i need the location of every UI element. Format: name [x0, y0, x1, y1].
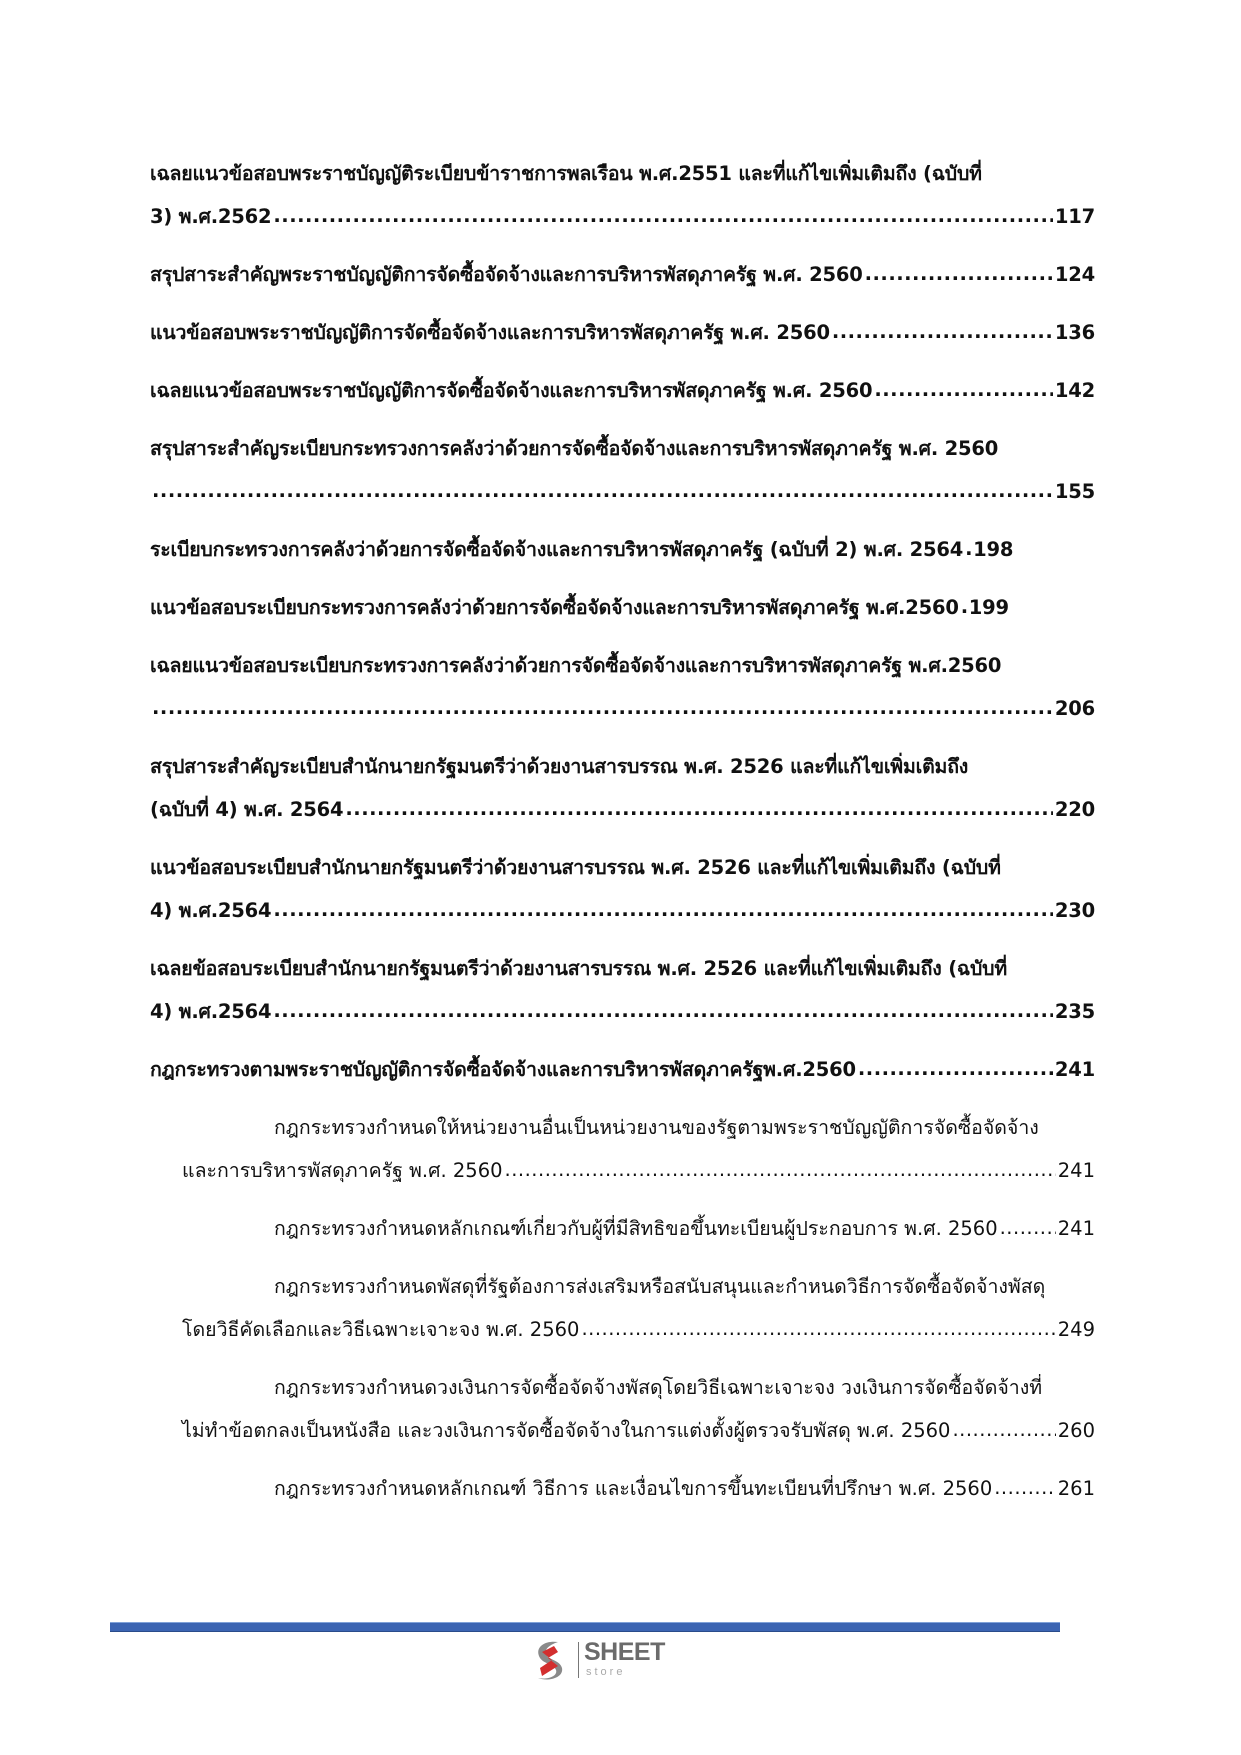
toc-entry-title: สรุปสาระสำคัญระเบียบสำนักนายกรัฐมนตรีว่าด้วยงานสารบรรณ พ.ศ. 2526 และที่แก้ไขเพิ่มเติมถึง	[150, 755, 969, 778]
toc-entry[interactable]	[150, 947, 1095, 1033]
dot-leader	[152, 686, 1053, 729]
toc-entry[interactable]	[150, 586, 1095, 629]
s-logo-icon	[528, 1638, 572, 1682]
dot-leader	[345, 787, 1053, 830]
toc-sub-entry-title: กฎกระทรวงกำหนดพัสดุที่รัฐต้องการส่งเสริมหรือสนับสนุนและกำหนดวิธีการจัดซื้อจัดจ้างพัสดุ	[274, 1275, 1046, 1298]
toc-entry-title: เฉลยแนวข้อสอบพระราชบัญญัติระเบียบข้าราชการพลเรือน พ.ศ.2551 และที่แก้ไขเพิ่มเติมถึง (ฉบับที่	[150, 162, 982, 185]
dot-leader	[832, 310, 1053, 353]
toc-entry-title-cont: 4) พ.ศ.2564	[150, 899, 272, 922]
toc-page-number: 220	[1054, 798, 1095, 821]
dot-leader	[952, 1408, 1055, 1451]
toc-page-number: 155	[1054, 480, 1095, 503]
toc-sub-entry-title: กฎกระทรวงกำหนดหลักเกณฑ์เกี่ยวกับผู้ที่มีสิทธิขอขึ้นทะเบียนผู้ประกอบการ พ.ศ. 2560	[274, 1217, 998, 1240]
toc-entry[interactable]	[150, 846, 1095, 932]
dot-leader	[152, 469, 1053, 512]
dot-leader	[273, 194, 1053, 237]
toc-sub-entry-title: กฎกระทรวงกำหนดวงเงินการจัดซื้อจัดจ้างพัสดุโดยวิธีเฉพาะเจาะจง วงเงินการจัดซื้อจัดจ้างที่	[274, 1376, 1043, 1399]
toc-page-number: 136	[1054, 321, 1095, 344]
toc-sub-entry-title-cont: และการบริหารพัสดุภาครัฐ พ.ศ. 2560	[182, 1159, 503, 1182]
toc-page-number: 117	[1054, 205, 1095, 228]
toc-entry-title: แนวข้อสอบพระราชบัญญัติการจัดซื้อจัดจ้างและการบริหารพัสดุภาครัฐ พ.ศ. 2560	[150, 321, 830, 344]
dot-leader	[961, 585, 967, 628]
dot-leader	[581, 1307, 1055, 1350]
toc-entry-title: เฉลยแนวข้อสอบระเบียบกระทรวงการคลังว่าด้วยการจัดซื้อจัดจ้างและการบริหารพัสดุภาครัฐ พ.ศ.2560	[150, 654, 1002, 677]
toc-entry[interactable]	[150, 253, 1095, 296]
footer-divider-bar	[110, 1622, 1060, 1632]
dot-leader	[874, 368, 1053, 411]
toc-entry[interactable]	[150, 427, 1095, 513]
toc-sub-entry[interactable]	[150, 1207, 1095, 1250]
toc-entry-title: เฉลยแนวข้อสอบพระราชบัญญัติการจัดซื้อจัดจ้างและการบริหารพัสดุภาครัฐ พ.ศ. 2560	[150, 379, 873, 402]
logo-divider	[578, 1642, 579, 1678]
brand-subtitle: store	[586, 1666, 626, 1678]
toc-page-number: 230	[1054, 899, 1095, 922]
dot-leader	[858, 1047, 1053, 1090]
toc-entry-title: เฉลยข้อสอบระเบียบสำนักนายกรัฐมนตรีว่าด้วยงานสารบรรณ พ.ศ. 2526 และที่แก้ไขเพิ่มเติมถึง (ฉบับที่	[150, 957, 1008, 980]
toc-entry[interactable]	[150, 745, 1095, 831]
toc-page-number: 241	[1057, 1159, 1095, 1182]
dot-leader	[994, 1466, 1056, 1509]
toc-entry-title: กฎกระทรวงตามพระราชบัญญัติการจัดซื้อจัดจ้างและการบริหารพัสดุภาครัฐพ.ศ.2560	[150, 1058, 856, 1081]
dot-leader	[865, 252, 1053, 295]
toc-entry-title: สรุปสาระสำคัญพระราชบัญญัติการจัดซื้อจัดจ้างและการบริหารพัสดุภาครัฐ พ.ศ. 2560	[150, 263, 863, 286]
toc-page-number: 235	[1054, 1000, 1095, 1023]
toc-entry[interactable]	[150, 528, 1095, 571]
toc-sub-entry-title: กฎกระทรวงกำหนดหลักเกณฑ์ วิธีการ และเงื่อนไขการขึ้นทะเบียนที่ปรึกษา พ.ศ. 2560	[274, 1477, 993, 1500]
toc-entry[interactable]	[150, 369, 1095, 412]
toc-page-number: 142	[1054, 379, 1095, 402]
toc-page-number: 261	[1057, 1477, 1095, 1500]
dot-leader	[273, 989, 1053, 1032]
toc-entry[interactable]	[150, 152, 1095, 238]
toc-entry-title-cont: 4) พ.ศ.2564	[150, 1000, 272, 1023]
toc-entry-title: ระเบียบกระทรวงการคลังว่าด้วยการจัดซื้อจัดจ้างและการบริหารพัสดุภาครัฐ (ฉบับที่ 2) พ.ศ. 2564	[150, 538, 964, 561]
brand-name: SHEET	[584, 1638, 665, 1666]
toc-entry[interactable]	[150, 644, 1095, 730]
toc-entry-title-cont: (ฉบับที่ 4) พ.ศ. 2564	[150, 798, 344, 821]
dot-leader	[1000, 1206, 1056, 1249]
toc-sub-entry[interactable]	[150, 1366, 1095, 1452]
table-of-contents	[150, 152, 1095, 1525]
toc-entry-title: สรุปสาระสำคัญระเบียบกระทรวงการคลังว่าด้วยการจัดซื้อจัดจ้างและการบริหารพัสดุภาครัฐ พ.ศ. 2560	[150, 437, 999, 460]
toc-entry[interactable]	[150, 311, 1095, 354]
toc-entry-title: แนวข้อสอบระเบียบสำนักนายกรัฐมนตรีว่าด้วยงานสารบรรณ พ.ศ. 2526 และที่แก้ไขเพิ่มเติมถึง (ฉบับที่	[150, 856, 1001, 879]
toc-page-number: 198	[973, 538, 1014, 561]
toc-page-number: 260	[1057, 1419, 1095, 1442]
dot-leader	[965, 527, 971, 570]
toc-entry-title: แนวข้อสอบระเบียบกระทรวงการคลังว่าด้วยการจัดซื้อจัดจ้างและการบริหารพัสดุภาครัฐ พ.ศ.2560	[150, 596, 959, 619]
toc-sub-entry-title-cont: ไม่ทำข้อตกลงเป็นหนังสือ และวงเงินการจัดซื้อจัดจ้างในการแต่งตั้งผู้ตรวจรับพัสดุ พ.ศ. 2560	[182, 1419, 951, 1442]
toc-page-number: 124	[1054, 263, 1095, 286]
toc-page-number: 241	[1057, 1217, 1095, 1240]
toc-entry-title-cont: 3) พ.ศ.2562	[150, 205, 272, 228]
toc-sub-entry[interactable]	[150, 1106, 1095, 1192]
toc-page-number: 249	[1057, 1318, 1095, 1341]
sheet-store-logo	[528, 1636, 678, 1684]
toc-page-number: 241	[1054, 1058, 1095, 1081]
dot-leader	[273, 888, 1053, 931]
dot-leader	[505, 1148, 1056, 1191]
toc-sub-entry[interactable]	[150, 1265, 1095, 1351]
toc-sub-entry[interactable]	[150, 1467, 1095, 1510]
toc-sub-entry-title: กฎกระทรวงกำหนดให้หน่วยงานอื่นเป็นหน่วยงานของรัฐตามพระราชบัญญัติการจัดซื้อจัดจ้าง	[274, 1116, 1039, 1139]
toc-sub-entry-title-cont: โดยวิธีคัดเลือกและวิธีเฉพาะเจาะจง พ.ศ. 2560	[182, 1318, 580, 1341]
toc-page-number: 206	[1054, 697, 1095, 720]
toc-page-number: 199	[968, 596, 1009, 619]
toc-entry[interactable]	[150, 1048, 1095, 1091]
